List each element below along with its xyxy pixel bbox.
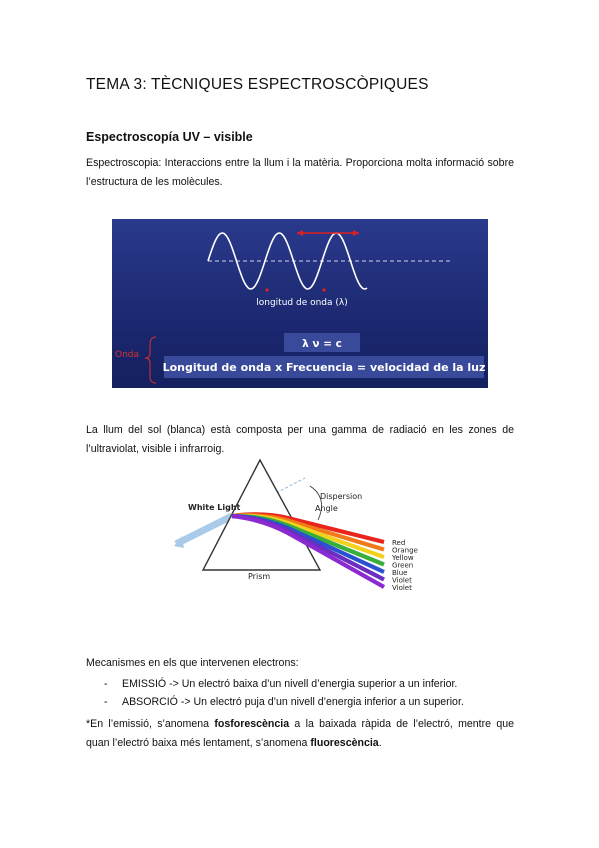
prism-diagram: [170, 458, 430, 608]
mechanism-item: - ABSORCIÓ -> Un electró puja d’un nivell d’energia inferior a un superior.: [104, 696, 464, 708]
onda-brace: [145, 337, 156, 383]
section-title: Espectroscopía UV – visible: [86, 130, 253, 144]
color-label: Violet: [392, 576, 412, 585]
prism-figure: [170, 458, 430, 608]
mechanism-text: ABSORCIÓ -> Un electró puja d’un nivell d’energia inferior a un superior.: [122, 696, 464, 708]
color-label: Blue: [392, 569, 408, 577]
wavelength-label: longitud de onda (λ): [256, 298, 348, 308]
color-label: Red: [392, 539, 406, 547]
note-paragraph: *En l’emissió, s’anomena fosforescència a la baixada ràpida de l’electró, mentre que quan l’electró baixa més lentament, s’anomena fluorescència.: [86, 718, 515, 749]
intro-paragraph: Espectroscopia: Interaccions entre la llum i la matèria. Proporciona molta informació sobre l’estructura de les molècules.: [86, 157, 514, 188]
term-fosforescencia: fosforescència: [214, 718, 290, 730]
white-label: White Light: [188, 503, 241, 512]
color-label: Violet: [392, 584, 412, 592]
formula-short: λ ν = c: [302, 338, 342, 350]
wave-figure: [112, 219, 488, 388]
color-label: Orange: [392, 546, 418, 555]
onda-label: Onda: [115, 350, 140, 360]
mechanism-item: - EMISSIÓ -> Un electró baixa d’un nivell d’energia superior a un inferior.: [104, 678, 458, 690]
color-label: Yellow: [392, 554, 414, 562]
formula-long: Longitud de onda x Frecuencia = velocidad de la luz: [162, 361, 486, 374]
color-label: Green: [392, 561, 414, 570]
sunlight-paragraph: La llum del sol (blanca) està composta per una gamma de radiació en les zones de l’ultraviolat, visible i infrarroig.: [86, 424, 514, 455]
page-title: TEMA 3: TÈCNIQUES ESPECTROSCÒPIQUES: [86, 76, 429, 93]
dispersion-label: Dispersion: [320, 492, 363, 501]
mechanisms-intro: Mecanismes en els que intervenen electrons:: [86, 657, 299, 669]
mechanism-text: EMISSIÓ -> Un electró baixa d’un nivell d’energia superior a un inferior.: [122, 678, 458, 690]
term-fluorescencia: fluorescència: [310, 737, 379, 749]
wave-diagram: [112, 219, 488, 388]
prism-label: Prism: [248, 572, 271, 581]
angle-label: Angle: [315, 504, 338, 513]
